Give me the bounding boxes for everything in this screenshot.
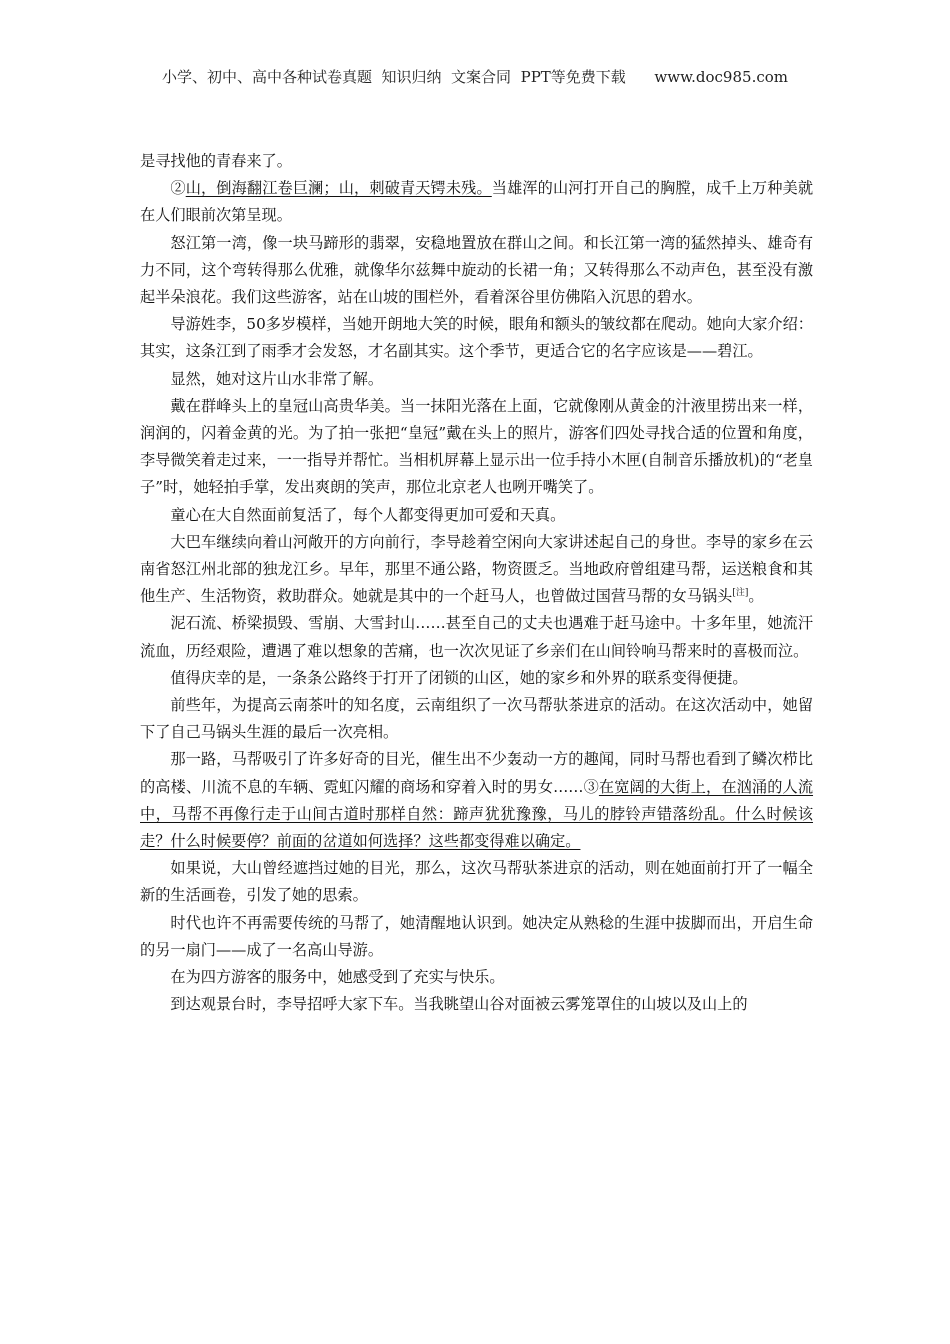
paragraph-12-text: 那一路，马帮吸引了许多好奇的目光，催生出不少轰动一方的趣闻，同时马帮也看到了鳞次栉比的高楼、川流不息的车辆、霓虹闪耀的商场和穿着入时的男女…… <box>140 750 813 796</box>
paragraph-15: 在为四方游客的服务中，她感受到了充实与快乐。 <box>170 968 505 987</box>
paragraph-6: 戴在群峰头上的皇冠山高贵华美。当一抹阳光落在上面，它就像刚从黄金的汁液里捞出来一样，润润的，闪着金黄的光。为了拍一张把“皇冠”戴在头上的照片，游客们四处寻找合适的位置和角度，李导微笑着走过来，一一指导并帮忙。当相机屏幕上显示出一位手持小木匣(自制音乐播放机)的“老皇子”时，她轻拍手掌，发出爽朗的笑声，那位北京老人也咧开嘴笑了。 <box>140 396 813 497</box>
paragraph-16: 到达观景台时，李导招呼大家下车。当我眺望山谷对面被云雾笼罩住的山坡以及山上的 <box>170 995 748 1014</box>
article-body <box>140 148 813 1019</box>
paragraph-10: 值得庆幸的是，一条条公路终于打开了闭锁的山区，她的家乡和外界的联系变得便捷。 <box>170 668 748 687</box>
paragraph-8-text: 大巴车继续向着山河敞开的方向前行，李导趁着空闲向大家讲述起自己的身世。李导的家乡在云南省怒江州北部的独龙江乡。早年，那里不通公路，物资匮乏。当地政府曾组建马帮，运送粮食和其他生产、生活物资，救助群众。她就是其中的一个赶马人，也曾做过国营马帮的女马锅头 <box>140 532 813 606</box>
paragraph-8-end: 。 <box>748 587 764 606</box>
question-marker-2: ② <box>170 179 186 198</box>
paragraph-11: 前些年，为提高云南茶叶的知名度，云南组织了一次马帮驮茶进京的活动。在这次活动中，她留下了自己马锅头生涯的最后一次亮相。 <box>140 696 813 742</box>
paragraph-1: 是寻找他的青春来了。 <box>140 152 292 170</box>
paragraph-14: 时代也许不再需要传统的马帮了，她清醒地认识到。她决定从熟稔的生涯中拔脚而出，开启生命的另一扇门——成了一名高山导游。 <box>140 913 813 959</box>
paragraph-5: 显然，她对这片山水非常了解。 <box>170 369 384 388</box>
paragraph-7: 童心在大自然面前复活了，每个人都变得更加可爱和天真。 <box>170 505 566 524</box>
underlined-sentence-3: 在宽阔的大街上，在汹涌的人流中，马帮不再像行走于山间古道时那样自然：蹄声犹犹豫豫，马儿的脖铃声错落纷乱。什么时候该走？什么时候要停？前面的岔道如何选择？这些都变得难以确定。 <box>140 777 814 851</box>
paragraph-9: 泥石流、桥梁损毁、雪崩、大雪封山……甚至自己的丈夫也遇难于赶马途中。十多年里，她流汗流血，历经艰险，遭遇了难以想象的苦痛，也一次次见证了乡亲们在山间铃响马帮来时的喜极而泣。 <box>140 614 813 660</box>
paragraph-2-rest: 当雄浑的山河打开自己的胸膛，成千上万种美就在人们眼前次第呈现。 <box>140 179 814 225</box>
underlined-sentence-2: 山，倒海翻江卷巨澜；山，刺破青天锷未残。 <box>185 179 492 198</box>
paragraph-12 <box>140 746 813 855</box>
paragraph-2 <box>140 175 813 229</box>
paragraph-4: 导游姓李，50多岁模样，当她开朗地大笑的时候，眼角和额头的皱纹都在爬动。她向大家介绍：其实，这条江到了雨季才会发怒，才名副其实。这个季节，更适合它的名字应该是——碧江。 <box>140 315 813 361</box>
paragraph-13: 如果说，大山曾经遮挡过她的目光，那么，这次马帮驮茶进京的活动，则在她面前打开了一幅全新的生活画卷，引发了她的思索。 <box>140 859 813 905</box>
paragraph-3: 怒江第一湾，像一块马蹄形的翡翠，安稳地置放在群山之间。和长江第一湾的猛然掉头、雄奇有力不同，这个弯转得那么优雅，就像华尔兹舞中旋动的长裙一角；又转得那么不动声色，甚至没有激起半朵浪花。我们这些游客，站在山坡的围栏外，看着深谷里仿佛陷入沉思的碧水。 <box>140 233 813 307</box>
footnote-marker: [注] <box>732 588 749 599</box>
paragraph-8 <box>140 529 813 611</box>
page-header: 小学、初中、高中各种试卷真题 知识归纳 文案合同 PPT等免费下载 www.doc985.com <box>161 68 788 86</box>
question-marker-3: ③ <box>583 777 599 796</box>
